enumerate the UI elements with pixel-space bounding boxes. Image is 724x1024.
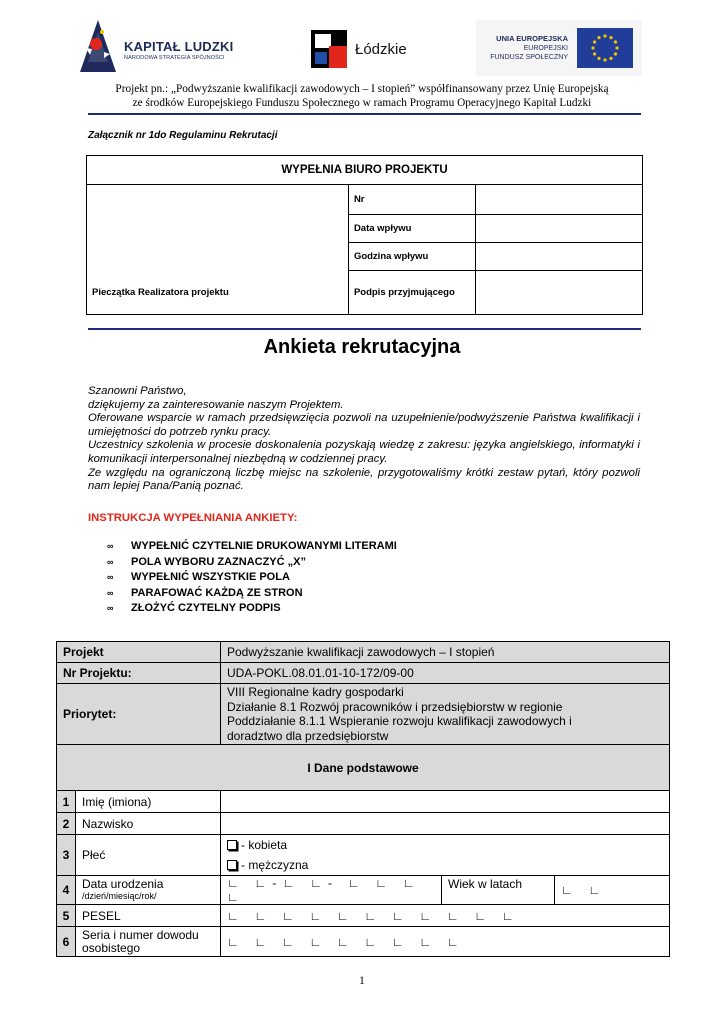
list-item: ∞ POLA WYBORU ZAZNACZYĆ „X” (107, 555, 397, 571)
stamp-label: Pieczątka Realizatora projektu (87, 271, 349, 315)
female-label: - kobieta (241, 838, 288, 852)
intro-line: Ze względu na ograniczoną liczbę miejsc na szkolenie, przygotowaliśmy krótki zestaw pytań, który pozwoli nam lepiej Pana/Panią poznać. (88, 466, 640, 493)
time-field[interactable] (476, 243, 643, 271)
kapital-ludzki-emblem-icon (78, 18, 118, 74)
bullet-icon: ∞ (107, 587, 114, 598)
birthdate-format: /dzień/miesiąc/rok/ (82, 891, 157, 901)
page-number: 1 (359, 975, 365, 987)
time-label: Godzina wpływu (348, 243, 475, 271)
intro-line: Uczestnicy szkolenia w procesie doskonalenia pozyskają wiedzę z zakresu: języka angielskiego, informatyki i komunikacji interpersonalnej niezbędną w codziennej pracy. (88, 439, 640, 465)
date-field[interactable] (476, 215, 643, 243)
row-number: 3 (57, 835, 76, 876)
male-checkbox[interactable] (227, 860, 237, 870)
kapital-ludzki-subtitle: NARODOWA STRATEGIA SPÓJNOŚCI (124, 55, 225, 61)
nr-field[interactable] (476, 185, 643, 215)
row-number: 2 (57, 813, 76, 835)
intro-line: dziękujemy za zainteresowanie naszym Projektem. (88, 398, 344, 411)
gender-label: Płeć (76, 835, 221, 876)
eu-line2: EUROPEJSKI (523, 45, 568, 52)
pesel-boxes[interactable]: ∟ ∟ ∟ ∟ ∟ ∟ ∟ ∟ ∟ ∟ ∟ (221, 905, 670, 927)
eu-logo (476, 20, 642, 76)
female-checkbox[interactable] (227, 840, 237, 850)
nr-label: Nr (348, 185, 475, 215)
birthdate-label: Data urodzenia /dzień/miesiąc/rok/ (76, 876, 221, 905)
eu-flag-icon (577, 28, 633, 68)
pesel-label: PESEL (76, 905, 221, 927)
birthdate-boxes[interactable]: ∟ ∟-∟ ∟- ∟ ∟ ∟ ∟ (221, 876, 442, 905)
office-divider (88, 328, 641, 330)
first-name-label: Imię (imiona) (76, 791, 221, 813)
signature-label: Podpis przyjmującego (348, 271, 475, 315)
list-item: ∞ PARAFOWAĆ KAŻDĄ ZE STRON (107, 586, 397, 602)
row-number: 6 (57, 927, 76, 957)
project-line-2: ze środków Europejskiego Funduszu Społecznego w ramach Programu Operacyjnego Kapitał Ludzki (132, 97, 592, 109)
age-boxes[interactable]: ∟ ∟ (555, 876, 670, 905)
list-item: ∞ ZŁOŻYĆ CZYTELNY PODPIS (107, 601, 397, 617)
lodzkie-text: Łódzkie (355, 41, 407, 58)
form-table (56, 641, 670, 957)
stamp-area (87, 185, 349, 271)
priority-value: VIII Regionalne kadry gospodarki Działanie 8.1 Rozwój pracowników i przedsiębiorstw w regionie Poddziałanie 8.1.1 Wspieranie rozwoju kwalifikacji zawodowych i doradztwo dla przedsiębiorstw (221, 684, 670, 745)
intro-line: Oferowane wsparcie w ramach przedsięwzięcia pozwoli na uzupełnienie/podwyższenie Państwa kwalifikacji i umiejętności do potrzeb rynku pracy. (88, 412, 640, 438)
eu-line3: FUNDUSZ SPOŁECZNY (490, 54, 568, 61)
first-name-field[interactable] (221, 791, 670, 813)
office-table (86, 155, 643, 315)
project-line-1: Projekt pn.: „Podwyższanie kwalifikacji zawodowych – I stopień” współfinansowany przez Unię Europejską (115, 83, 609, 95)
id-number-label: Seria i numer dowodu osobistego (76, 927, 221, 957)
project-value: Podwyższanie kwalifikacji zawodowych – I stopień (221, 642, 670, 663)
eu-line1: UNIA EUROPEJSKA (496, 34, 568, 43)
project-label: Projekt (57, 642, 221, 663)
instructions-heading: INSTRUKCJA WYPEŁNIANIA ANKIETY: (88, 512, 298, 524)
project-nr-label: Nr Projektu: (57, 663, 221, 684)
list-item: ∞ WYPEŁNIĆ WSZYSTKIE POLA (107, 570, 397, 586)
row-number: 4 (57, 876, 76, 905)
priority-label: Priorytet: (57, 684, 221, 745)
annex-label: Załącznik nr 1do Regulaminu Rekrutacji (88, 130, 278, 141)
last-name-field[interactable] (221, 813, 670, 835)
intro-line: Szanowni Państwo, (88, 385, 187, 397)
intro-text (88, 385, 640, 494)
section-title: I Dane podstawowe (57, 745, 670, 791)
project-nr-value: UDA-POKL.08.01.01-10-172/09-00 (221, 663, 670, 684)
date-label: Data wpływu (348, 215, 475, 243)
bullet-icon: ∞ (107, 541, 114, 551)
last-name-label: Nazwisko (76, 813, 221, 835)
gender-options (221, 835, 670, 876)
bullet-icon: ∞ (107, 603, 114, 613)
kapital-ludzki-logo (78, 18, 248, 76)
kapital-ludzki-title: KAPITAŁ LUDZKI (124, 39, 234, 54)
office-heading: WYPEŁNIA BIURO PROJEKTU (87, 156, 643, 185)
age-label: Wiek w latach (442, 876, 555, 905)
instructions-list (107, 539, 397, 617)
bullet-icon: ∞ (107, 572, 114, 582)
lodzkie-logo (311, 30, 421, 70)
page-title: Ankieta rekrutacyjna (263, 336, 461, 358)
bullet-icon: ∞ (107, 556, 114, 567)
header-divider (88, 113, 641, 115)
male-label: - mężczyzna (241, 858, 309, 872)
row-number: 1 (57, 791, 76, 813)
row-number: 5 (57, 905, 76, 927)
lodzkie-emblem-icon (311, 30, 347, 68)
list-item: ∞ WYPEŁNIĆ CZYTELNIE DRUKOWANYMI LITERAMI (107, 539, 397, 555)
signature-field[interactable] (476, 271, 643, 315)
id-number-boxes[interactable]: ∟ ∟ ∟ ∟ ∟ ∟ ∟ ∟ ∟ (221, 927, 670, 957)
